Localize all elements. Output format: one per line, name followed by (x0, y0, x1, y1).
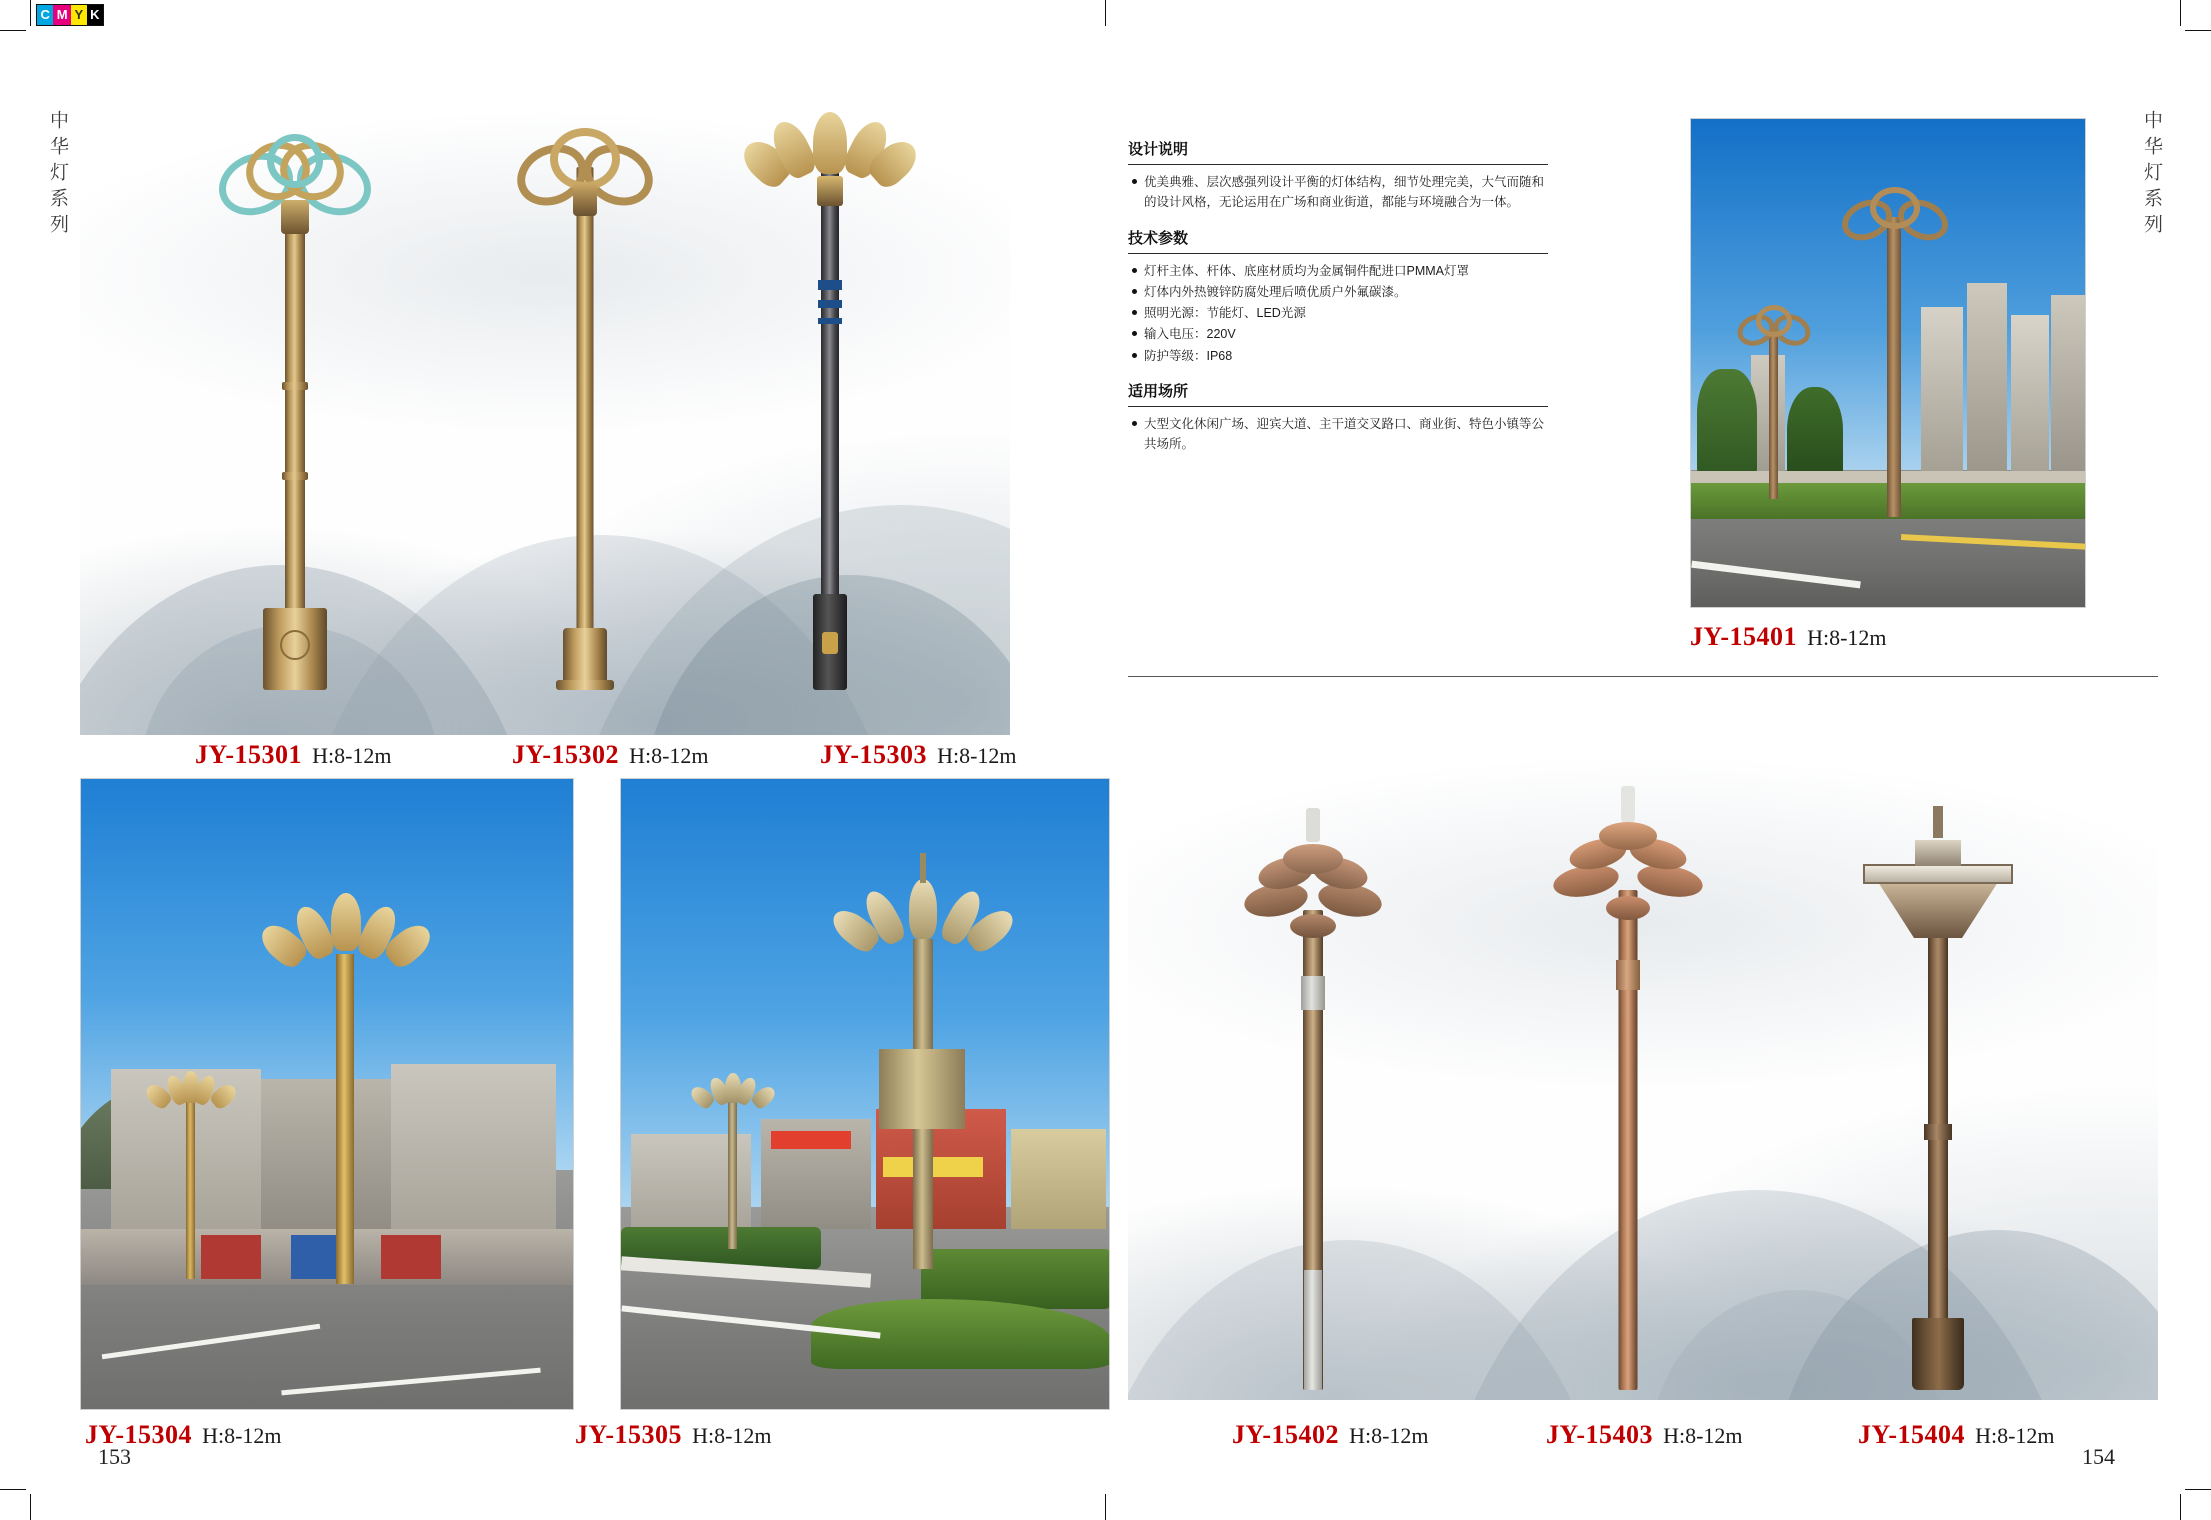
crown-collar (573, 184, 597, 216)
pole-accent-band (818, 280, 842, 290)
left-page-series-label: 中华灯系列 (47, 110, 68, 240)
photo-lamp-crown (266, 897, 426, 967)
product-height: H:8-12m (1807, 625, 1887, 650)
base-plate (556, 680, 614, 690)
product-height: H:8-12m (312, 743, 392, 768)
photo-jy15305 (620, 778, 1110, 1410)
photo-banner (381, 1235, 441, 1279)
spec-item: 防护等级：IP68 (1144, 346, 1548, 366)
product-code: JY-15303 (820, 740, 928, 769)
crown-finial (1306, 808, 1320, 842)
crop-mark-top-right-horizontal (2185, 30, 2211, 31)
crown-shade (1878, 882, 1998, 938)
spec-section-title: 适用场所 (1128, 382, 1189, 400)
crop-mark-top-right-vertical (2180, 0, 2181, 26)
crown-petal (909, 879, 937, 939)
crown-shade (1283, 844, 1343, 874)
crown-loop (1870, 187, 1920, 229)
spec-divider (1128, 406, 1548, 407)
spec-section-applications (1128, 380, 1548, 455)
product-height: H:8-12m (937, 743, 1017, 768)
specification-block (1128, 138, 1548, 468)
product-height: H:8-12m (692, 1423, 772, 1448)
color-bar-k: K (87, 5, 103, 25)
photo-signboard (883, 1157, 983, 1177)
crop-mark-top-left-horizontal (0, 30, 26, 31)
crop-mark-top-left-vertical (30, 0, 31, 26)
crown-petal (813, 112, 847, 174)
photo-building (1921, 307, 1963, 475)
photo-building (261, 1079, 391, 1229)
lamp-crown (210, 140, 380, 220)
color-bar-y: Y (71, 5, 87, 25)
crown-finial (920, 853, 926, 883)
crown-shade (1290, 914, 1336, 938)
photo-tree (1787, 387, 1843, 483)
crop-mark-bottom-center (1105, 1494, 1106, 1520)
crown-loop (550, 128, 620, 190)
spec-item: 输入电压：220V (1144, 324, 1548, 344)
caption-jy15301 (195, 740, 392, 770)
product-code: JY-15301 (195, 740, 303, 769)
product-code: JY-15305 (575, 1420, 683, 1449)
spec-section-design (1128, 138, 1548, 213)
photo-signboard (771, 1131, 851, 1149)
photo-building (1011, 1129, 1106, 1229)
right-page (1106, 30, 2181, 1490)
lamp-illustration-jy15301 (200, 90, 390, 690)
crop-mark-bottom-left-horizontal (0, 1489, 26, 1490)
caption-jy15402 (1232, 1420, 1429, 1450)
lamp-crown (1240, 840, 1386, 960)
lamp-illustration-jy15302 (500, 75, 670, 690)
spec-section-parameters (1128, 227, 1548, 366)
photo-lamp-pole (336, 954, 354, 1284)
crown-finial (1933, 806, 1943, 838)
base-ornament (822, 632, 838, 654)
lamp-pole-shaft (577, 167, 594, 642)
crown-loop (267, 134, 323, 188)
color-bar-c: C (37, 5, 53, 25)
lamp-illustration-jy15402 (1223, 730, 1403, 1390)
photo-jy15304 (80, 778, 574, 1410)
pole-ring (282, 472, 308, 480)
color-bar-m: M (53, 5, 71, 25)
right-page-number: 154 (2082, 1444, 2115, 1469)
base-ornament (280, 630, 310, 660)
spec-item: 照明光源：节能灯、LED光源 (1144, 303, 1548, 323)
crown-finial (1621, 786, 1635, 822)
product-height: H:8-12m (202, 1423, 282, 1448)
pole-lower-section (1304, 1270, 1322, 1390)
inkwash-illustration-panel-lower (1128, 720, 2158, 1400)
pole-accent-band (818, 300, 842, 308)
spec-divider (1128, 253, 1548, 254)
spec-section-title: 设计说明 (1128, 141, 1189, 158)
product-code: JY-15302 (512, 740, 620, 769)
product-code: JY-15304 (85, 1420, 193, 1449)
crown-lantern (1915, 840, 1961, 866)
spec-divider (1128, 164, 1548, 165)
product-height: H:8-12m (629, 743, 709, 768)
crown-shade (1606, 896, 1650, 920)
crown-shade (1599, 822, 1657, 850)
inkwash-illustration-panel (80, 75, 1010, 735)
spec-section-title: 技术参数 (1128, 229, 1189, 247)
left-page (30, 30, 1105, 1490)
photo-jy15401 (1690, 118, 2086, 608)
caption-jy15305 (575, 1420, 772, 1450)
lamp-illustration-jy15403 (1538, 720, 1718, 1390)
product-code: JY-15404 (1858, 1420, 1966, 1449)
photo-lamp-pole-distant (186, 1099, 195, 1279)
crop-mark-bottom-right-horizontal (2185, 1489, 2211, 1490)
lamp-crown (1858, 830, 2018, 950)
lamp-crown (745, 112, 915, 190)
product-height: H:8-12m (1349, 1423, 1429, 1448)
photo-building (2051, 295, 2086, 475)
photo-lamp-pole-secondary (1769, 329, 1778, 499)
crown-collar (817, 176, 843, 206)
pole-collar (1301, 976, 1325, 1010)
crop-mark-top-center (1105, 0, 1106, 26)
lamp-pole-shaft (285, 202, 305, 612)
photo-lamp-box (879, 1049, 965, 1129)
caption-jy15404 (1858, 1420, 2055, 1450)
cmyk-color-bar (36, 4, 104, 26)
crown-collar (281, 200, 309, 234)
lamp-illustration-jy15303 (740, 75, 920, 690)
photo-lamp-pole-distant (728, 1099, 737, 1249)
crop-mark-bottom-right-vertical (2180, 1494, 2181, 1520)
spec-item: 灯体内外热镀锌防腐处理后喷优质户外氟碳漆。 (1144, 282, 1548, 302)
product-code: JY-15401 (1690, 622, 1798, 651)
crop-mark-bottom-left-vertical (30, 1494, 31, 1520)
pole-collar (1616, 960, 1640, 990)
photo-lamp-crown-secondary (1737, 305, 1811, 341)
product-height: H:8-12m (1663, 1423, 1743, 1448)
pole-ring (282, 382, 308, 390)
caption-jy15303 (820, 740, 1017, 770)
caption-jy15403 (1546, 1420, 1743, 1450)
photo-tree (1697, 369, 1757, 479)
product-code: JY-15402 (1232, 1420, 1340, 1449)
lamp-base (1912, 1318, 1964, 1390)
photo-banner (201, 1235, 261, 1279)
photo-building (1967, 283, 2007, 475)
lamp-illustration-jy15404 (1848, 730, 2028, 1390)
photo-building (391, 1064, 556, 1229)
lamp-crown (510, 128, 660, 200)
caption-jy15401 (1690, 622, 1887, 652)
left-page-number: 153 (98, 1444, 131, 1469)
crown-platform (1863, 864, 2013, 884)
caption-jy15302 (512, 740, 709, 770)
photo-building (2011, 315, 2049, 475)
spec-item: 优美典雅、层次感强列设计平衡的灯体结构，细节处理完美，大气而随和的设计风格，无论运用在广场和商业街道，都能与环境融合为一体。 (1144, 172, 1548, 213)
photo-lamp-crown (839, 877, 1007, 955)
photo-lamp-pole (1887, 217, 1901, 517)
section-divider (1128, 676, 2158, 677)
caption-jy15304 (85, 1420, 282, 1450)
pole-collar (1924, 1124, 1952, 1140)
photo-lamp-crown-distant (694, 1073, 772, 1109)
pole-accent-band (818, 318, 842, 324)
crown-petal (331, 893, 361, 951)
spec-item: 灯杆主体、杆体、底座材质均为金属铜件配进口PMMA灯罩 (1144, 261, 1548, 281)
product-height: H:8-12m (1975, 1423, 2055, 1448)
photo-lamp-crown-distant (149, 1071, 233, 1109)
spec-item: 大型文化休闲广场、迎宾大道、主干道交叉路口、商业街、特色小镇等公共场所。 (1144, 414, 1548, 455)
photo-lamp-crown (1841, 185, 1949, 237)
crown-loop (1756, 305, 1792, 337)
right-page-series-label: 中华灯系列 (2141, 110, 2162, 240)
product-code: JY-15403 (1546, 1420, 1654, 1449)
lamp-crown (1553, 820, 1703, 942)
